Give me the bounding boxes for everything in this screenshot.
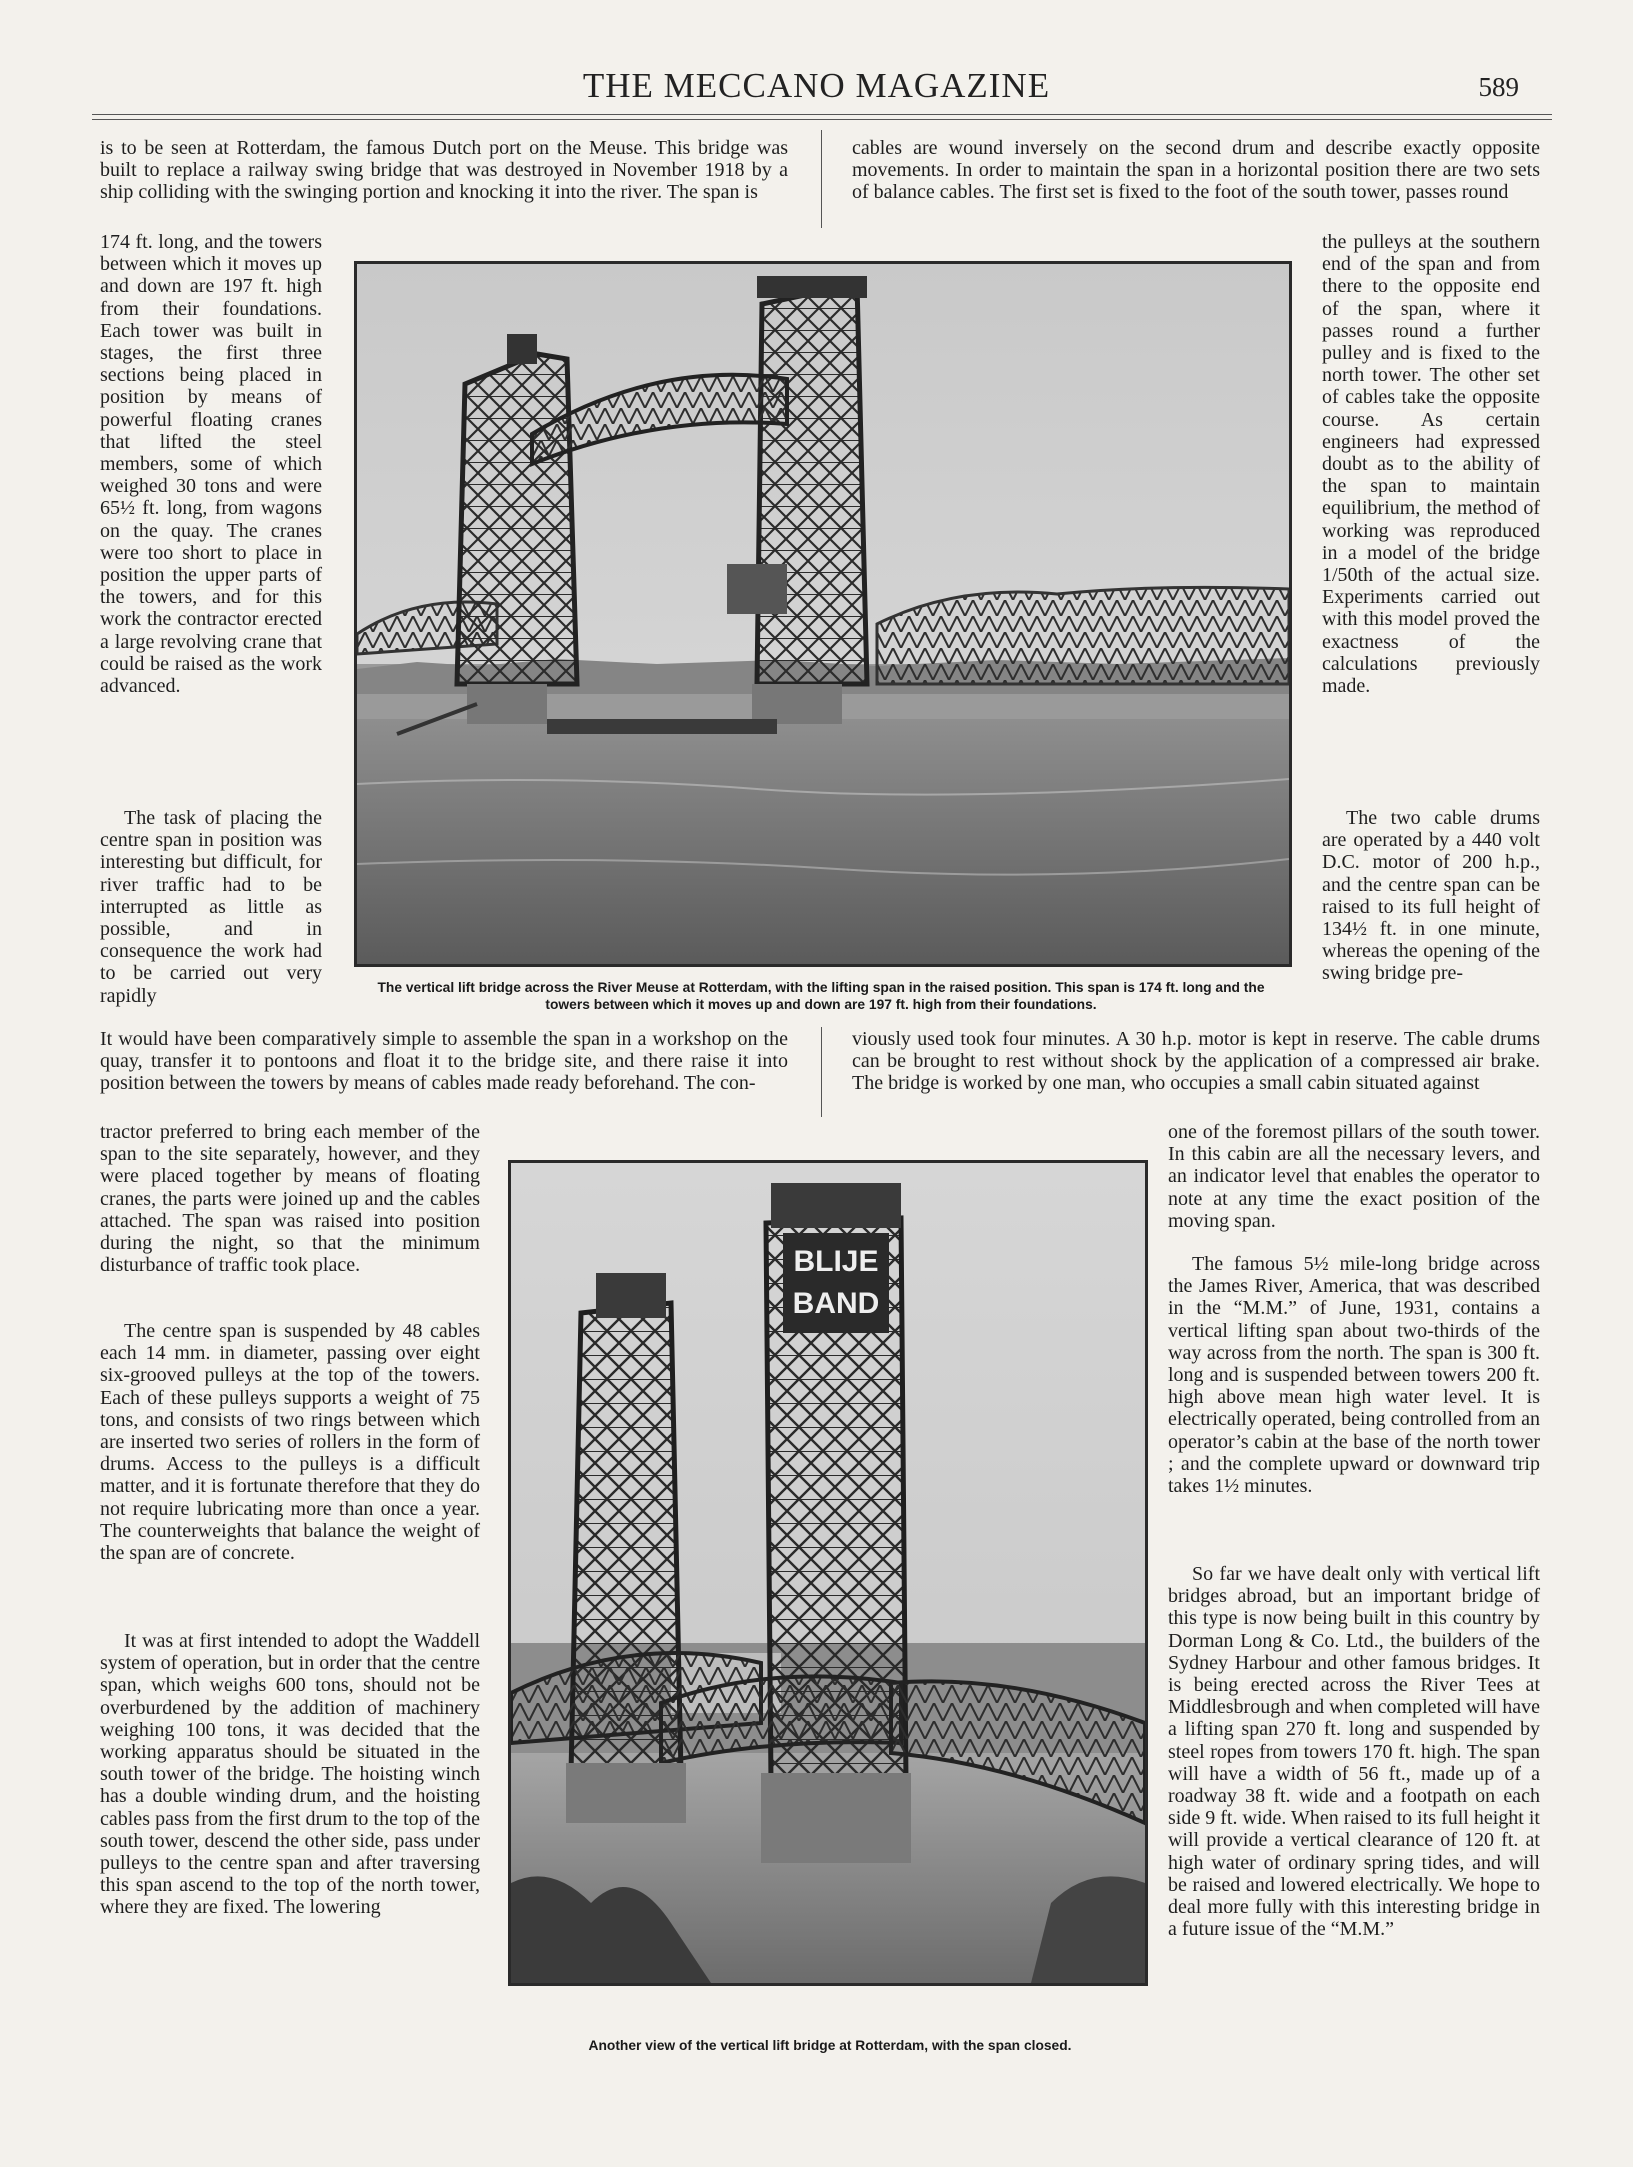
caption-top-photo: The vertical lift bridge across the River Meuse at Rotterdam, with the lifting span in the raised position. This span is 174 ft. long and the towers between which it moves up and down are 197 ft. high from their foundations.: [377, 980, 1265, 1012]
column-divider-top: [821, 130, 822, 228]
left-narrow-paragraph-1: 174 ft. long, and the towers between which it moves up and down are 197 ft. high from their foundations. Each tower was built in stages, the first three sections being placed in position by means of powerful floating cranes that lifted the steel members, some of which weighed 30 tons and were 65½ ft. long, from wagons on the quay. The cranes were too short to place in position the upper parts of the towers, and for this work the contractor erected a large revolving crane that could be raised as the work advanced.: [100, 231, 322, 698]
header-rule: [92, 114, 1552, 115]
bridge-raised-illustration: [357, 264, 1289, 964]
photo-bridge-span-closed: [508, 1160, 1148, 1986]
tower-sign-line1: BLIJE: [793, 1245, 879, 1278]
right-top-paragraph: cables are wound inversely on the second drum and describe exactly opposite movements. In order to maintain the span in a horizontal position there are two sets of balance cables. The first set is fixed to the foot of the south tower, passes round: [852, 137, 1540, 204]
left-narrow-paragraph-3: tractor preferred to bring each member of the span to the site separately, however, and they were placed together by means of floating cranes, the parts were joined up and the cables attached. The span was raised into position during the night, so that the minimum disturbance of traffic took place.: [100, 1121, 480, 1277]
photo-bridge-span-raised: [354, 261, 1292, 967]
tower-sign-line2: BAND: [792, 1287, 880, 1320]
page-number: 589: [1478, 72, 1519, 102]
right-narrow-paragraph-5: So far we have dealt only with vertical lift bridges abroad, but an important bridge of this type is now being built in this country by Dorman Long & Co. Ltd., the builders of the Sydney Harbour and other famous bridges. It is being erected across the River Tees at Middlesbrough and when completed will have a lifting span 270 ft. long and suspended by steel ropes from towers 170 ft. high. The span will have a width of 56 ft., made up of a roadway 38 ft. wide and a footpath on each side 9 ft. wide. When raised to its full height it will provide a vertical clearance of 120 ft. at high water of ordinary spring tides, and will be raised and lowered electrically. We hope to deal more fully with this interesting bridge in a future issue of the “M.M.”: [1168, 1563, 1540, 1941]
right-narrow-paragraph-3: one of the foremost pillars of the south tower. In this cabin are all the necessary levers, and an indicator level that enables the operator to note at any time the exact position of the moving span.: [1168, 1121, 1540, 1232]
caption-bottom-photo: Another view of the vertical lift bridge at Rotterdam, with the span closed.: [588, 2038, 1072, 2053]
left-top-paragraph: is to be seen at Rotterdam, the famous Dutch port on the Meuse. This bridge was built to replace a railway swing bridge that was destroyed in November 1918 by a ship colliding with the swinging portion and knocking it into the river. The span is: [100, 137, 788, 204]
bridge-closed-illustration: [511, 1163, 1145, 1983]
left-narrow-paragraph-5: It was at first intended to adopt the Waddell system of operation, but in order that the centre span, which weighs 600 tons, should not be overburdened by the addition of machinery weighing 100 tons, it was decided that the working apparatus should be situated in the south tower of the bridge. The hoisting winch has a double winding drum, and the hoisting cables pass from the first drum to the top of the south tower, descend the other side, pass under pulleys to the centre span and after traversing this span ascend to the top of the north tower, where they are fixed. The lowering: [100, 1630, 480, 1919]
right-narrow-paragraph-2: The two cable drums are operated by a 440 volt D.C. motor of 200 h.p., and the centre span can be raised to its full height of 134½ ft. in one minute, whereas the opening of the swing bridge pre-: [1322, 807, 1540, 985]
magazine-title: THE MECCANO MAGAZINE: [582, 66, 1051, 105]
right-narrow-paragraph-1: the pulleys at the southern end of the span and from there to the opposite end of the span, where it passes round a further pulley and is fixed to the north tower. The other set of cables take the opposite course. As certain engineers had expressed doubt as to the ability of the span to maintain equilibrium, the method of working was reproduced in a model of the bridge 1/50th of the actual size. Experiments carried out with this model proved the exactness of the calculations previously made.: [1322, 231, 1540, 698]
column-divider-mid: [821, 1027, 822, 1117]
header-rule-thin: [92, 119, 1552, 120]
right-narrow-paragraph-4: The famous 5½ mile-long bridge across the James River, America, that was described in the “M.M.” of June, 1931, contains a vertical lifting span about two-thirds of the way across from the north. The span is 300 ft. long and is suspended between towers 200 ft. high above mean high water level. It is electrically operated, being controlled from an operator’s cabin at the base of the north tower ; and the complete upward or downward trip takes 1½ minutes.: [1168, 1253, 1540, 1498]
left-narrow-paragraph-4: The centre span is suspended by 48 cables each 14 mm. in diameter, passing over eight six-grooved pulleys at the top of the towers. Each of these pulleys supports a weight of 75 tons, and consists of two rings between which are inserted two series of rollers in the form of drums. Access to the pulleys is a difficult matter, and it is fortunate therefore that they do not require lubricating more than once a year. The counterweights that balance the weight of the span are of concrete.: [100, 1320, 480, 1565]
left-mid-paragraph: It would have been comparatively simple to assemble the span in a workshop on the quay, transfer it to pontoons and float it to the bridge site, and there raise it into position between the towers by means of cables made ready beforehand. The con-: [100, 1028, 788, 1095]
left-narrow-paragraph-2: The task of placing the centre span in position was interesting but difficult, for river traffic had to be interrupted as little as possible, and in consequence the work had to be carried out very rapidly: [100, 807, 322, 1007]
right-mid-paragraph: viously used took four minutes. A 30 h.p. motor is kept in reserve. The cable drums can be brought to rest without shock by the application of a compressed air brake. The bridge is worked by one man, who occupies a small cabin situated against: [852, 1028, 1540, 1095]
